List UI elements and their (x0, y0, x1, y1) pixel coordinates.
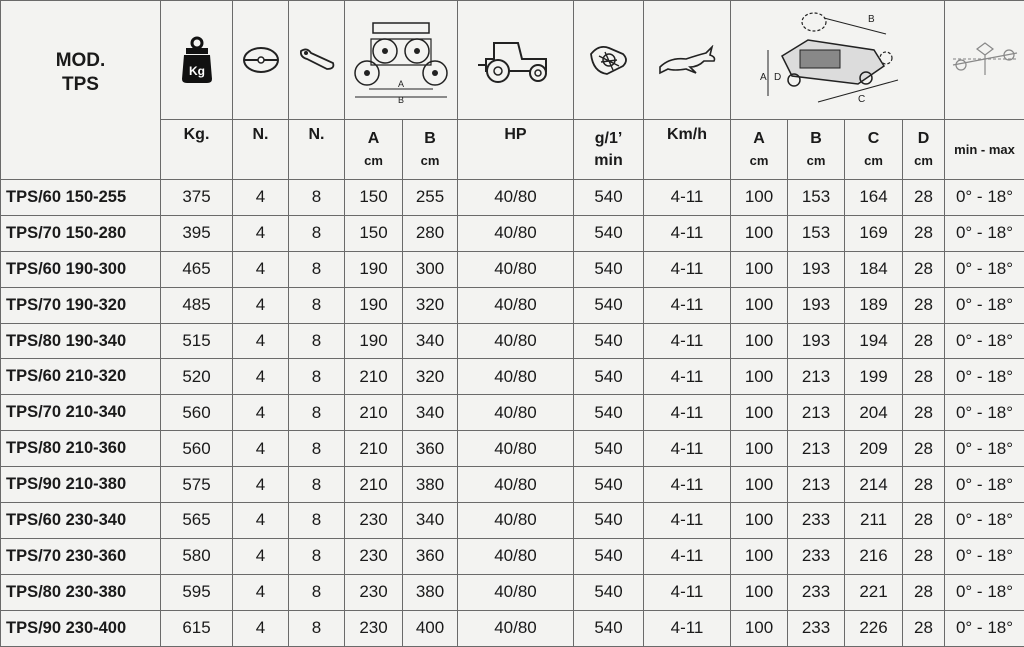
cell-discs: 4 (233, 215, 289, 251)
cell-blades: 8 (289, 180, 345, 216)
cell-model: TPS/80 230-380 (1, 574, 161, 610)
cell-hp: 40/80 (458, 610, 574, 646)
cell-da: 100 (731, 431, 788, 467)
cell-rpm: 540 (574, 431, 644, 467)
cell-discs: 4 (233, 467, 289, 503)
cell-kg: 615 (161, 610, 233, 646)
kg-glyph: Kg (189, 64, 205, 78)
cell-dc: 214 (845, 467, 903, 503)
table-row (1, 574, 1024, 610)
unit-width-b: B cm (403, 120, 458, 180)
unit-dim-d: D cm (903, 120, 945, 180)
tps-label: TPS (62, 74, 99, 95)
cell-kg: 565 (161, 503, 233, 539)
cell-dd: 28 (903, 323, 945, 359)
cell-kg: 515 (161, 323, 233, 359)
tilt-angle-icon (945, 1, 1024, 120)
cell-b: 400 (403, 610, 458, 646)
cell-kg: 485 (161, 287, 233, 323)
cell-dc: 184 (845, 251, 903, 287)
cell-db: 193 (788, 287, 845, 323)
cell-kmh: 4-11 (644, 251, 731, 287)
cell-model: TPS/70 230-360 (1, 538, 161, 574)
cell-blades: 8 (289, 251, 345, 287)
cell-dc: 226 (845, 610, 903, 646)
cell-da: 100 (731, 180, 788, 216)
cell-rpm: 540 (574, 323, 644, 359)
cell-dd: 28 (903, 251, 945, 287)
cell-discs: 4 (233, 251, 289, 287)
cell-hp: 40/80 (458, 359, 574, 395)
cell-discs: 4 (233, 431, 289, 467)
cell-a: 210 (345, 395, 403, 431)
cell-kg: 520 (161, 359, 233, 395)
cell-dd: 28 (903, 574, 945, 610)
cell-rpm: 540 (574, 287, 644, 323)
disc-icon (233, 1, 289, 120)
cell-hp: 40/80 (458, 180, 574, 216)
cell-tilt: 0° - 18° (945, 467, 1024, 503)
cell-blades: 8 (289, 610, 345, 646)
dimensions-icon (731, 1, 945, 120)
cell-blades: 8 (289, 215, 345, 251)
cell-b: 360 (403, 538, 458, 574)
cell-model: TPS/60 230-340 (1, 503, 161, 539)
cell-model: TPS/80 210-360 (1, 431, 161, 467)
cell-da: 100 (731, 287, 788, 323)
cell-kg: 580 (161, 538, 233, 574)
unit-width-a: A cm (345, 120, 403, 180)
cell-model: TPS/80 190-340 (1, 323, 161, 359)
table-row (1, 180, 1024, 216)
cell-db: 233 (788, 538, 845, 574)
cell-da: 100 (731, 467, 788, 503)
cell-b: 300 (403, 251, 458, 287)
cell-kg: 395 (161, 215, 233, 251)
cell-db: 193 (788, 251, 845, 287)
cell-tilt: 0° - 18° (945, 323, 1024, 359)
cell-da: 100 (731, 395, 788, 431)
cell-rpm: 540 (574, 574, 644, 610)
unit-hp: HP (458, 120, 574, 180)
cell-hp: 40/80 (458, 467, 574, 503)
cell-a: 230 (345, 538, 403, 574)
cell-dd: 28 (903, 467, 945, 503)
dim-c-glyph: C (858, 94, 865, 105)
cell-blades: 8 (289, 323, 345, 359)
cell-b: 340 (403, 503, 458, 539)
unit-discs: N. (233, 120, 289, 180)
cell-blades: 8 (289, 359, 345, 395)
cell-a: 230 (345, 574, 403, 610)
table-row (1, 538, 1024, 574)
unit-blades: N. (289, 120, 345, 180)
cell-a: 190 (345, 323, 403, 359)
cell-model: TPS/90 230-400 (1, 610, 161, 646)
cell-tilt: 0° - 18° (945, 287, 1024, 323)
cell-db: 213 (788, 395, 845, 431)
cell-kg: 595 (161, 574, 233, 610)
cell-blades: 8 (289, 538, 345, 574)
cell-a: 210 (345, 467, 403, 503)
cell-blades: 8 (289, 395, 345, 431)
cell-rpm: 540 (574, 251, 644, 287)
cell-dd: 28 (903, 215, 945, 251)
cell-blades: 8 (289, 467, 345, 503)
cell-kmh: 4-11 (644, 180, 731, 216)
cell-tilt: 0° - 18° (945, 574, 1024, 610)
cell-kg: 465 (161, 251, 233, 287)
unit-dim-a: A cm (731, 120, 788, 180)
cell-hp: 40/80 (458, 215, 574, 251)
unit-speed: Km/h (644, 120, 731, 180)
cell-b: 320 (403, 287, 458, 323)
cell-blades: 8 (289, 287, 345, 323)
cell-db: 193 (788, 323, 845, 359)
cell-kmh: 4-11 (644, 395, 731, 431)
cell-model: TPS/70 150-280 (1, 215, 161, 251)
cell-kmh: 4-11 (644, 467, 731, 503)
cell-a: 230 (345, 503, 403, 539)
width-b-glyph: B (398, 95, 404, 103)
cell-kg: 375 (161, 180, 233, 216)
cell-tilt: 0° - 18° (945, 215, 1024, 251)
cell-discs: 4 (233, 574, 289, 610)
cell-hp: 40/80 (458, 323, 574, 359)
cell-da: 100 (731, 251, 788, 287)
cell-tilt: 0° - 18° (945, 359, 1024, 395)
cell-a: 150 (345, 180, 403, 216)
table-row (1, 467, 1024, 503)
cell-kmh: 4-11 (644, 538, 731, 574)
cell-tilt: 0° - 18° (945, 538, 1024, 574)
cell-discs: 4 (233, 359, 289, 395)
cell-rpm: 540 (574, 467, 644, 503)
cell-rpm: 540 (574, 359, 644, 395)
cell-dd: 28 (903, 180, 945, 216)
cell-da: 100 (731, 503, 788, 539)
cell-rpm: 540 (574, 395, 644, 431)
cell-a: 210 (345, 359, 403, 395)
cell-da: 100 (731, 574, 788, 610)
table-row (1, 431, 1024, 467)
table-row (1, 287, 1024, 323)
cell-dc: 194 (845, 323, 903, 359)
dim-b-glyph: B (868, 14, 875, 25)
cell-dc: 189 (845, 287, 903, 323)
cell-blades: 8 (289, 574, 345, 610)
cell-hp: 40/80 (458, 538, 574, 574)
cell-kmh: 4-11 (644, 431, 731, 467)
cell-tilt: 0° - 18° (945, 251, 1024, 287)
cell-dc: 209 (845, 431, 903, 467)
width-a-glyph: A (398, 79, 404, 89)
cell-model: TPS/70 190-320 (1, 287, 161, 323)
cell-tilt: 0° - 18° (945, 395, 1024, 431)
cell-model: TPS/60 190-300 (1, 251, 161, 287)
cell-blades: 8 (289, 431, 345, 467)
cell-tilt: 0° - 18° (945, 180, 1024, 216)
cell-tilt: 0° - 18° (945, 610, 1024, 646)
dim-d-glyph: D (774, 72, 781, 83)
cell-dd: 28 (903, 359, 945, 395)
hare-speed-icon (644, 1, 731, 120)
cell-kg: 560 (161, 395, 233, 431)
cell-kmh: 4-11 (644, 574, 731, 610)
working-width-icon (345, 1, 458, 120)
cell-dd: 28 (903, 287, 945, 323)
cell-hp: 40/80 (458, 574, 574, 610)
cell-a: 150 (345, 215, 403, 251)
cell-dd: 28 (903, 610, 945, 646)
cell-hp: 40/80 (458, 287, 574, 323)
cell-tilt: 0° - 18° (945, 503, 1024, 539)
cell-discs: 4 (233, 323, 289, 359)
table-row (1, 323, 1024, 359)
cell-db: 153 (788, 215, 845, 251)
cell-da: 100 (731, 610, 788, 646)
cell-rpm: 540 (574, 538, 644, 574)
cell-rpm: 540 (574, 215, 644, 251)
cell-kmh: 4-11 (644, 287, 731, 323)
blade-icon (289, 1, 345, 120)
unit-weight: Kg. (161, 120, 233, 180)
cell-discs: 4 (233, 287, 289, 323)
cell-kg: 560 (161, 431, 233, 467)
cell-b: 340 (403, 395, 458, 431)
cell-hp: 40/80 (458, 431, 574, 467)
cell-b: 360 (403, 431, 458, 467)
cell-discs: 4 (233, 180, 289, 216)
cell-da: 100 (731, 323, 788, 359)
cell-db: 233 (788, 610, 845, 646)
cell-b: 280 (403, 215, 458, 251)
table-row (1, 610, 1024, 646)
weight-kg-icon (161, 1, 233, 120)
cell-db: 213 (788, 431, 845, 467)
cell-model: TPS/70 210-340 (1, 395, 161, 431)
table-row (1, 251, 1024, 287)
cell-b: 255 (403, 180, 458, 216)
cell-dc: 169 (845, 215, 903, 251)
unit-dim-b: B cm (788, 120, 845, 180)
cell-a: 210 (345, 431, 403, 467)
tractor-icon (458, 1, 574, 120)
cell-kg: 575 (161, 467, 233, 503)
cell-discs: 4 (233, 538, 289, 574)
unit-tilt: min - max (945, 120, 1024, 180)
pto-shaft-icon (574, 1, 644, 120)
cell-discs: 4 (233, 610, 289, 646)
cell-kmh: 4-11 (644, 359, 731, 395)
cell-dc: 221 (845, 574, 903, 610)
cell-blades: 8 (289, 503, 345, 539)
unit-dim-c: C cm (845, 120, 903, 180)
cell-rpm: 540 (574, 180, 644, 216)
cell-rpm: 540 (574, 503, 644, 539)
cell-dd: 28 (903, 503, 945, 539)
cell-da: 100 (731, 538, 788, 574)
cell-a: 190 (345, 287, 403, 323)
cell-dc: 204 (845, 395, 903, 431)
cell-dd: 28 (903, 395, 945, 431)
cell-dc: 164 (845, 180, 903, 216)
table-row (1, 215, 1024, 251)
cell-hp: 40/80 (458, 503, 574, 539)
table-row (1, 359, 1024, 395)
cell-dc: 216 (845, 538, 903, 574)
cell-da: 100 (731, 215, 788, 251)
cell-model: TPS/60 150-255 (1, 180, 161, 216)
table-row (1, 503, 1024, 539)
cell-hp: 40/80 (458, 395, 574, 431)
cell-kmh: 4-11 (644, 503, 731, 539)
table-row (1, 395, 1024, 431)
cell-db: 153 (788, 180, 845, 216)
cell-discs: 4 (233, 395, 289, 431)
cell-b: 340 (403, 323, 458, 359)
cell-dd: 28 (903, 538, 945, 574)
cell-rpm: 540 (574, 610, 644, 646)
cell-discs: 4 (233, 503, 289, 539)
cell-db: 233 (788, 574, 845, 610)
cell-db: 233 (788, 503, 845, 539)
cell-kmh: 4-11 (644, 610, 731, 646)
cell-hp: 40/80 (458, 251, 574, 287)
cell-da: 100 (731, 359, 788, 395)
cell-b: 380 (403, 574, 458, 610)
cell-kmh: 4-11 (644, 215, 731, 251)
model-header (1, 1, 161, 180)
cell-dc: 199 (845, 359, 903, 395)
cell-a: 190 (345, 251, 403, 287)
cell-db: 213 (788, 467, 845, 503)
cell-model: TPS/90 210-380 (1, 467, 161, 503)
cell-model: TPS/60 210-320 (1, 359, 161, 395)
cell-tilt: 0° - 18° (945, 431, 1024, 467)
cell-dd: 28 (903, 431, 945, 467)
cell-kmh: 4-11 (644, 323, 731, 359)
mod-label: MOD. (56, 50, 106, 71)
cell-db: 213 (788, 359, 845, 395)
cell-a: 230 (345, 610, 403, 646)
cell-dc: 211 (845, 503, 903, 539)
dim-a-glyph: A (760, 72, 767, 83)
unit-rpm: g/1’ min (574, 120, 644, 180)
cell-b: 320 (403, 359, 458, 395)
cell-b: 380 (403, 467, 458, 503)
